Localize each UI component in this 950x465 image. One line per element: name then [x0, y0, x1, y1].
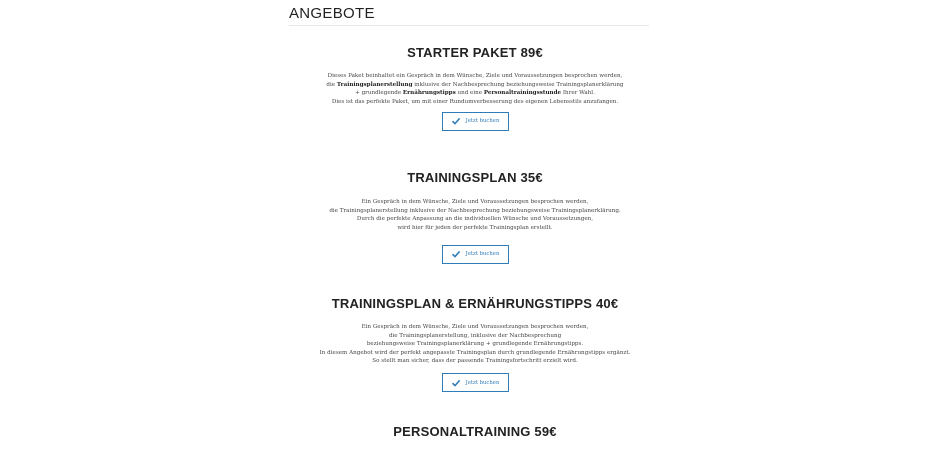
- description-text: Dieses Paket beinhaltet ein Gespräch in dem Wünsche, Ziele und Voraussetzungen besprochen werden,: [327, 73, 623, 79]
- description-line: [0, 98, 950, 107]
- offer-description: [0, 72, 950, 106]
- check-icon: [451, 249, 461, 259]
- book-now-button[interactable]: [442, 245, 509, 264]
- description-line: [0, 340, 950, 349]
- book-now-label: Jetzt buchen: [465, 379, 500, 386]
- description-text: die Trainingsplanerstellung, inklusive der Nachbesprechung: [388, 332, 562, 339]
- offer-trainingsplan: [0, 170, 950, 264]
- offer-title: PERSONALTRAINING 59€: [393, 424, 557, 439]
- offer-personaltraining: [0, 424, 950, 440]
- highlighted-text: Trainingsplanerstellung: [336, 81, 413, 88]
- description-line: [0, 89, 950, 98]
- section-title: ANGEBOTE: [289, 5, 375, 22]
- description-line: [0, 323, 950, 332]
- description-text: Ihrer Wahl.: [561, 90, 595, 97]
- highlighted-text: Personaltrainingsstunde: [483, 90, 562, 97]
- description-text: So stellt man sicher, dass der passende Trainingsfortschritt erzielt wird.: [372, 358, 578, 365]
- description-text: Durch die perfekte Anpassung an die individuellen Wünsche und Voraussetzungen,: [356, 216, 594, 223]
- description-text: die: [326, 81, 337, 88]
- check-icon: [451, 378, 461, 388]
- description-line: [0, 332, 950, 341]
- description-text: wird hier für jeden der perfekte Trainingsplan erstellt.: [397, 224, 553, 231]
- description-text: + grundlegende: [355, 90, 403, 97]
- description-line: [0, 207, 950, 216]
- highlighted-text: Ernährungstipps: [402, 90, 456, 97]
- description-text: In diesem Angebot wird der perfekt angepasste Trainingsplan durch grundlegende Ernährungstipps ergänzt.: [319, 349, 631, 356]
- description-line: [0, 349, 950, 358]
- offer-title: TRAININGSPLAN 35€: [407, 170, 543, 185]
- description-line: [0, 224, 950, 233]
- offer-trainingsplan-ernaehrungstipps: [0, 296, 950, 392]
- description-text: Dies ist das perfekte Paket, um mit einer Rundumverbesserung des eigenen Lebensstils anzufangen.: [331, 98, 619, 105]
- description-text: Ein Gespräch in dem Wünsche, Ziele und Voraussetzungen besprochen werden,: [361, 199, 589, 205]
- description-text: inklusive der Nachbesprechung beziehungsweise Trainingsplanerklärung: [412, 81, 624, 88]
- book-now-label: Jetzt buchen: [465, 118, 500, 125]
- offer-description: [0, 323, 950, 366]
- offer-title: TRAININGSPLAN & ERNÄHRUNGSTIPPS 40€: [331, 296, 619, 311]
- description-text: Ein Gespräch in dem Wünsche, Ziele und Voraussetzungen besprochen werden,: [361, 324, 589, 330]
- description-line: [0, 215, 950, 224]
- book-now-button[interactable]: [442, 112, 509, 131]
- offer-starter-paket: [0, 45, 950, 131]
- offer-description: [0, 198, 950, 232]
- description-text: und eine: [455, 90, 484, 97]
- offer-title: STARTER PAKET 89€: [407, 45, 543, 60]
- description-line: [0, 198, 950, 207]
- description-line: [0, 81, 950, 90]
- check-icon: [451, 116, 461, 126]
- section-header: [289, 6, 649, 26]
- description-line: [0, 72, 950, 81]
- description-line: [0, 357, 950, 366]
- book-now-button[interactable]: [442, 373, 509, 392]
- book-now-label: Jetzt buchen: [465, 251, 500, 258]
- description-text: beziehungsweise Trainingsplanerklärung + grundlegende Ernährungstipps.: [366, 341, 584, 348]
- description-text: die Trainingsplanerstellung inklusive der Nachbesprechung beziehungsweise Trainingsplanerklärung.: [329, 207, 621, 214]
